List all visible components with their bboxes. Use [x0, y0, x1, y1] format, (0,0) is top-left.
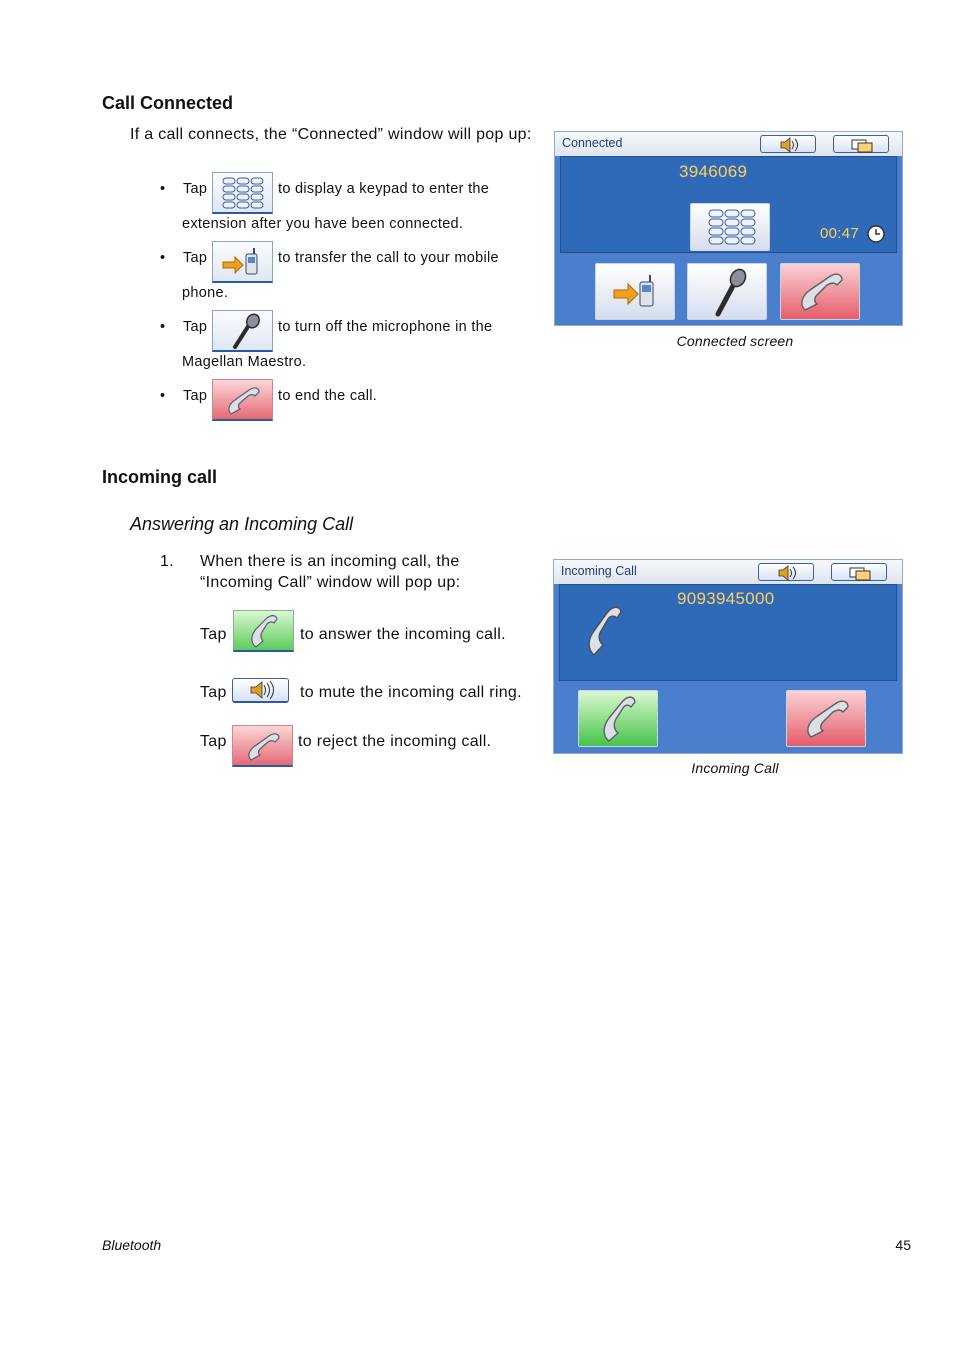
tap-label: Tap [183, 250, 208, 266]
reject-icon [232, 725, 293, 767]
connected-screen [554, 131, 903, 326]
transfer-to-phone-button[interactable] [595, 263, 675, 320]
screen-panel [559, 584, 897, 681]
answer-button[interactable] [578, 690, 658, 747]
incoming-call-caption: Incoming Call [691, 760, 779, 776]
bullet-text-cont: extension after you have been connected. [182, 216, 464, 232]
handset-icon [580, 603, 630, 659]
bullet-text-cont: Magellan Maestro. [182, 354, 307, 370]
bullet-text: to display a keypad to enter the [278, 181, 490, 197]
tap-text: to reject the incoming call. [298, 733, 492, 750]
transfer-window-button[interactable] [831, 563, 887, 581]
phone-number: 3946069 [679, 162, 748, 181]
bullet-text: to turn off the microphone in the [278, 319, 493, 335]
clock-icon [867, 225, 885, 243]
connected-caption: Connected screen [676, 333, 794, 349]
tap-text: to mute the incoming call ring. [300, 684, 522, 701]
screen-title: Connected [562, 136, 623, 150]
screen-panel [560, 156, 897, 253]
reject-button[interactable] [786, 690, 866, 747]
tap-label: Tap [183, 388, 208, 404]
tap-label: Tap [183, 181, 208, 197]
screen-title-bar [554, 560, 902, 584]
screen-title: Incoming Call [561, 564, 637, 578]
caller-number: 9093945000 [677, 589, 775, 608]
screen-title-bar [555, 132, 902, 156]
mute-button[interactable] [760, 135, 816, 153]
keypad-icon [212, 172, 273, 214]
mute-ring-button[interactable] [758, 563, 814, 581]
step-line-2: “Incoming Call” window will pop up: [200, 574, 461, 591]
tap-label: Tap [200, 626, 227, 643]
call-timer: 00:47 [820, 225, 860, 242]
transfer-window-button[interactable] [833, 135, 889, 153]
section-heading-incoming-call: Incoming call [102, 467, 218, 487]
tap-label: Tap [183, 319, 208, 335]
step-number: 1. [160, 553, 174, 570]
bullet-dot: • [160, 181, 166, 197]
subheading: Answering an Incoming Call [130, 514, 354, 534]
bullet-dot: • [160, 388, 166, 404]
mute-icon [232, 678, 289, 703]
end-call-button[interactable] [780, 263, 860, 320]
answer-icon [233, 610, 294, 652]
tap-label: Tap [200, 684, 227, 701]
bullet-text-cont: phone. [182, 285, 229, 301]
tap-label: Tap [200, 733, 227, 750]
incoming-call-screen [553, 559, 903, 754]
section-heading-call-connected: Call Connected [102, 93, 234, 113]
footer-section-name: Bluetooth [102, 1237, 162, 1253]
bullet-dot: • [160, 319, 166, 335]
page-number: 45 [895, 1237, 911, 1253]
intro-paragraph: If a call connects, the “Connected” window will pop up: [130, 126, 532, 143]
step-line-1: When there is an incoming call, the [200, 553, 460, 570]
microphone-icon [212, 310, 273, 352]
bullet-text: to transfer the call to your mobile [278, 250, 499, 266]
bullet-dot: • [160, 250, 166, 266]
hangup-icon [212, 379, 273, 421]
tap-text: to answer the incoming call. [300, 626, 506, 643]
keypad-button[interactable] [690, 203, 770, 251]
transfer-phone-icon [212, 241, 273, 283]
bullet-text: to end the call. [278, 388, 378, 404]
microphone-button[interactable] [687, 263, 767, 320]
